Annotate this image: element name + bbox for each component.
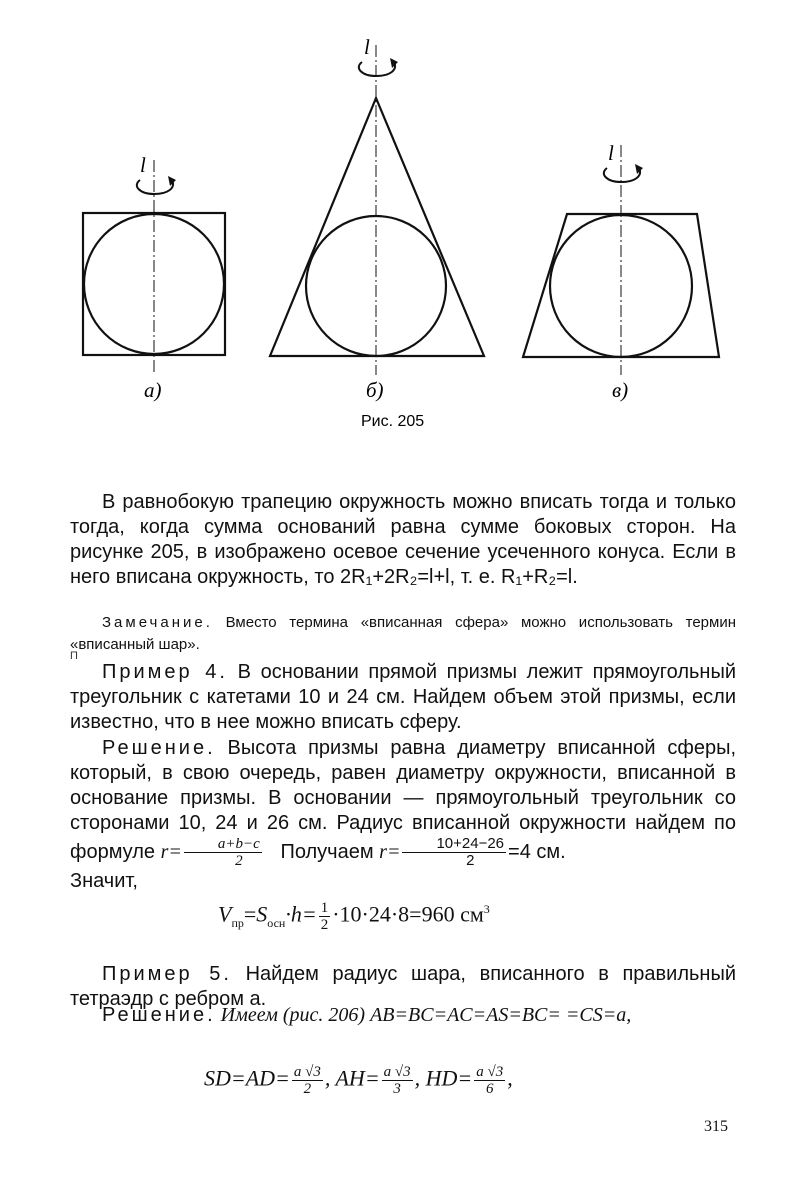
figure-b-triangle	[270, 98, 484, 356]
solution-5	[70, 1003, 736, 1028]
figure-label-a: а)	[144, 378, 162, 402]
solution-4-heading: Решение.	[102, 737, 216, 759]
calc-rhs: =4 см.	[508, 840, 566, 863]
figure-caption: Рис. 205	[361, 413, 425, 430]
solution-4	[70, 736, 736, 894]
formula-r-lhs: r=	[160, 840, 182, 863]
rotation-arrow-a	[137, 180, 173, 194]
formula-r-fraction: $\frac{a+b-c}{2}$	[184, 836, 262, 869]
solution-4-text: Высота призмы равна диаметру вписанной сферы, который, в свою очередь, равен диаметру окружности, вписанной в основание призмы. В основании — прямоугольный треугольник со сторонами 10, 24 и 26 см. Радиус вписанной окружности найдем по формуле	[70, 737, 736, 863]
obtain-text: Получаем	[280, 840, 374, 863]
axis-label-b: l	[364, 35, 370, 59]
figure-205	[0, 0, 806, 440]
paragraph-trapezoid	[70, 490, 736, 590]
rotation-arrow-c	[604, 168, 640, 182]
axis-label-a: l	[140, 153, 146, 177]
example-5-heading: Пример 5.	[102, 963, 232, 985]
rotation-arrow-b	[359, 62, 395, 76]
note-text: Вместо термина «вписанная сфера» можно использовать термин «вписанный шар».	[70, 614, 736, 653]
example-5-text: Найдем радиус шара, вписанного в правильный тетраэдр с ребром a.	[70, 963, 737, 1010]
solution-5-text: Имеем (рис. 206) AB=BC=AC=AS=BC= =CS=a,	[215, 1004, 632, 1026]
segment-formula: SD=AD= $\frac{a √3}{2}$ , AH= $\frac{a √3}{3}$ , HD= $\frac{a √3}{6}$ ,	[204, 1064, 513, 1097]
calc-fraction: $\frac{10+24-26}{2}$	[402, 836, 506, 869]
calc-lhs: r=	[379, 840, 401, 863]
example-4	[70, 660, 736, 735]
note-heading: Замечание.	[102, 614, 213, 631]
axis-label-c: l	[608, 141, 614, 165]
therefore-text: Значит,	[70, 870, 138, 892]
paragraph-1-text: В равнобокую трапецию окружность можно вписать тогда и только тогда, когда сумма оснований равна сумме боковых сторон. На рисунке 205, в изображено осевое сечение усеченного конуса. Если в него вписана окружность, то 2R₁+2R₂=l+l, т. е. R₁+R₂=l.	[70, 491, 736, 588]
figure-label-b: б)	[366, 378, 384, 402]
margin-mark: П	[70, 650, 78, 662]
example-4-text: В основании прямой призмы лежит прямоугольный треугольник с катетами 10 и 24 см. Найдем объем этой призмы, если известно, что в нее можно вписать сферу.	[70, 661, 736, 733]
volume-formula: $V_{пр}=S_{осн}\cdot h=$ $\frac{1}{2}$ ·10·24·8=960 $см^3$	[218, 900, 490, 933]
note-block	[70, 612, 736, 656]
example-4-heading: Пример 4.	[102, 661, 228, 683]
figure-label-c: в)	[612, 378, 629, 402]
page-number: 315	[704, 1118, 728, 1135]
solution-5-heading: Решение.	[102, 1004, 216, 1026]
